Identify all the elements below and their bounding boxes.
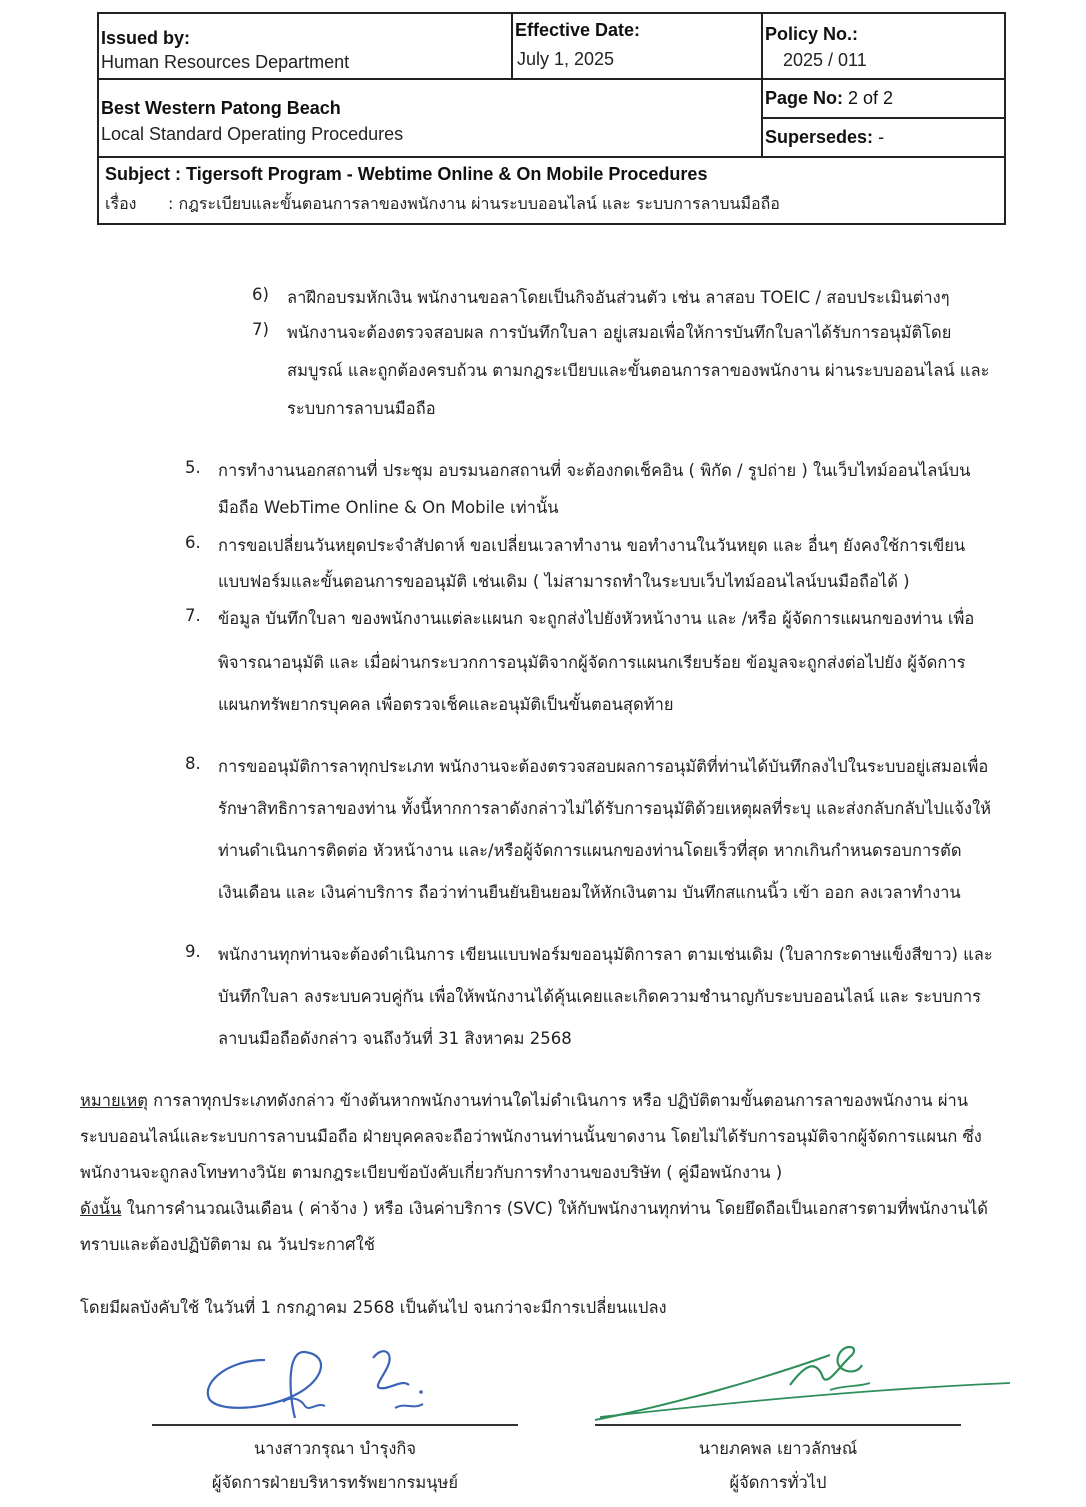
item-line: เงินเดือน และ เงินค่าบริการ ถือว่าท่านยืนยันยินยอมให้หักเงินตาม บันทึกสแกนนิ้ว เข้า ออก ลงเวลาทำงาน <box>218 883 961 902</box>
subitem-line: สมบูรณ์ และถูกต้องครบถ้วน ตามกฎระเบียบและขั้นตอนการลาของพนักงาน ผ่านระบบออนไลน์ และ <box>287 361 990 380</box>
item-number: 5. <box>185 458 201 477</box>
note-line: ทราบและต้องปฏิบัติตาม ณ วันประกาศใช้ <box>80 1235 375 1254</box>
issued-by-value: Human Resources Department <box>101 52 350 72</box>
subject-th-label: เรื่อง <box>105 194 137 213</box>
subject-th-value: : กฎระเบียบและขั้นตอนการลาของพนักงาน ผ่านระบบออนไลน์ และ ระบบการลาบนมือถือ <box>168 194 780 213</box>
signatory-title: ผู้จัดการทั่วไป <box>729 1473 827 1492</box>
signature-hr-manager <box>195 1340 455 1430</box>
note-line: ดังนั้น ในการคำนวณเงินเดือน ( ค่าจ้าง ) หรือ เงินค่าบริการ (SVC) ให้กับพนักงานทุกท่าน โดยยึดถือเป็นเอกสารตามที่พนักงานได้ <box>80 1199 988 1218</box>
item-line: ข้อมูล บันทึกใบลา ของพนักงานแต่ละแผนก จะถูกส่งไปยังหัวหน้างาน และ /หรือ ผู้จัดการแผนกของท่าน เพื่อ <box>218 609 975 628</box>
page-no-value: 2 of 2 <box>848 88 894 108</box>
item-line: รักษาสิทธิการลาของท่าน ทั้งนี้หากการลาดังกล่าวไม่ได้รับการอนุมัติด้วยเหตุผลที่ระบุ และส่งกลับกลับไปแจ้งให้ <box>218 799 992 818</box>
item-line: การทำงานนอกสถานที่ ประชุม อบรมนอกสถานที่ จะต้องกดเช็คอิน ( พิกัด / รูปถ่าย ) ในเว็บไทม์ออนไลน์บน <box>218 461 971 480</box>
item-number: 9. <box>185 942 201 961</box>
subitem-line: ลาฝึกอบรมหักเงิน พนักงานขอลาโดยเป็นกิจอันส่วนตัว เช่น ลาสอบ TOEIC / สอบประเมินต่างๆ <box>287 288 950 307</box>
item-number: 6. <box>185 533 201 552</box>
org-subtitle: Local Standard Operating Procedures <box>101 124 404 144</box>
item-line: บันทึกใบลา ลงระบบควบคู่กัน เพื่อให้พนักงานได้คุ้นเคยและเกิดความชำนาญกับระบบออนไลน์ และ ระบบการ <box>218 987 981 1006</box>
item-number: 7. <box>185 606 201 625</box>
subject-value: Tigersoft Program - Webtime Online & On Mobile Procedures <box>186 164 708 184</box>
subject-line: Subject : Tigersoft Program - Webtime Online & On Mobile Procedures <box>105 164 708 184</box>
page-no-label: Page No: 2 of 2 <box>765 88 894 108</box>
item-line: พิจารณาอนุมัติ และ เมื่อผ่านกระบวกการอนุมัติจากผู้จัดการแผนกเรียบร้อย ข้อมูลจะถูกส่งต่อไปยัง ผู้จัดการ <box>218 653 966 672</box>
header-divider <box>511 12 513 80</box>
header-divider <box>761 12 763 157</box>
header-divider <box>761 117 1006 119</box>
supersedes-value: - <box>878 127 885 147</box>
effective-date-label: Effective Date: <box>515 20 641 40</box>
header-divider <box>97 156 1006 158</box>
item-line: พนักงานทุกท่านจะต้องดำเนินการ เขียนแบบฟอร์มขออนุมัติการลา ตามเช่นเดิม (ใบลากระดาษแข็งสีขาว) และ <box>218 945 993 964</box>
supersedes-label: Supersedes: - <box>765 127 885 147</box>
effective-date-value: July 1, 2025 <box>517 49 615 69</box>
signature-line <box>152 1424 518 1426</box>
signature-general-manager <box>590 1335 1020 1425</box>
therefore-label: ดังนั้น <box>80 1199 122 1218</box>
note-line: หมายเหตุ การลาทุกประเภทดังกล่าว ข้างต้นหากพนักงานท่านใดไม่ดำเนินการ หรือ ปฏิบัติตามขั้นตอนการลาของพนักงาน ผ่าน <box>80 1091 969 1110</box>
item-line: ท่านดำเนินการติดต่อ หัวหน้างาน และ/หรือผู้จัดการแผนกของท่านโดยเร็วที่สุด หากเกินกำหนดรอบการตัด <box>218 841 962 860</box>
note-line: พนักงานจะถูกลงโทษทางวินัย ตามกฎระเบียบข้อบังคับเกี่ยวกับการทำงานของบริษัท ( คู่มือพนักงาน ) <box>80 1163 783 1182</box>
signatory-title: ผู้จัดการฝ่ายบริหารทรัพยากรมนุษย์ <box>211 1473 459 1492</box>
signatory-name: นางสาวกรุณา บำรุงกิจ <box>253 1439 417 1458</box>
subitem-number: 6) <box>252 285 269 304</box>
item-line: มือถือ WebTime Online & On Mobile เท่านั้น <box>218 498 559 517</box>
subitem-number: 7) <box>252 320 269 339</box>
item-line: แบบฟอร์มและขั้นตอนการขออนุมัติ เช่นเดิม ( ไม่สามารถทำในระบบเว็บไทม์ออนไลน์บนมือถือได้ ) <box>218 572 910 591</box>
signatory-name: นายภคพล เยาวลักษณ์ <box>698 1439 858 1458</box>
signature-line <box>595 1424 961 1426</box>
subitem-line: ระบบการลาบนมือถือ <box>287 399 436 418</box>
item-line: การขออนุมัติการลาทุกประเภท พนักงานจะต้องตรวจสอบผลการอนุมัติที่ท่านได้บันทึกลงไปในระบบอยู่เสมอเพื่อ <box>218 757 989 776</box>
header-divider <box>97 78 1006 80</box>
item-line: การขอเปลี่ยนวันหยุดประจำสัปดาห์ ขอเปลี่ยนเวลาทำงาน ขอทำงานในวันหยุด และ อื่นๆ ยังคงใช้การเขียน <box>218 536 966 555</box>
issued-by-label: Issued by: <box>101 28 191 48</box>
policy-no-label: Policy No.: <box>765 24 859 44</box>
policy-no-value: 2025 / 011 <box>783 50 867 70</box>
org-name: Best Western Patong Beach <box>101 98 341 118</box>
item-line: แผนกทรัพยากรบุคคล เพื่อตรวจเช็คและอนุมัติเป็นขั้นตอนสุดท้าย <box>218 695 674 714</box>
subitem-line: พนักงานจะต้องตรวจสอบผล การบันทึกใบลา อยู่เสมอเพื่อให้การบันทึกใบลาได้รับการอนุมัติโดย <box>287 323 952 342</box>
note-label: หมายเหตุ <box>80 1091 148 1110</box>
item-line: ลาบนมือถือดังกล่าว จนถึงวันที่ 31 สิงหาคม 2568 <box>218 1029 572 1048</box>
note-line: ระบบออนไลน์และระบบการลาบนมือถือ ฝ่ายบุคคลจะถือว่าพนักงานท่านนั้นขาดงาน โดยไม่ได้รับการอนุมัติจากผู้จัดการแผนก ซึ่ง <box>80 1127 982 1146</box>
item-number: 8. <box>185 754 201 773</box>
effective-statement: โดยมีผลบังคับใช้ ในวันที่ 1 กรกฎาคม 2568 เป็นต้นไป จนกว่าจะมีการเปลี่ยนแปลง <box>80 1298 667 1317</box>
